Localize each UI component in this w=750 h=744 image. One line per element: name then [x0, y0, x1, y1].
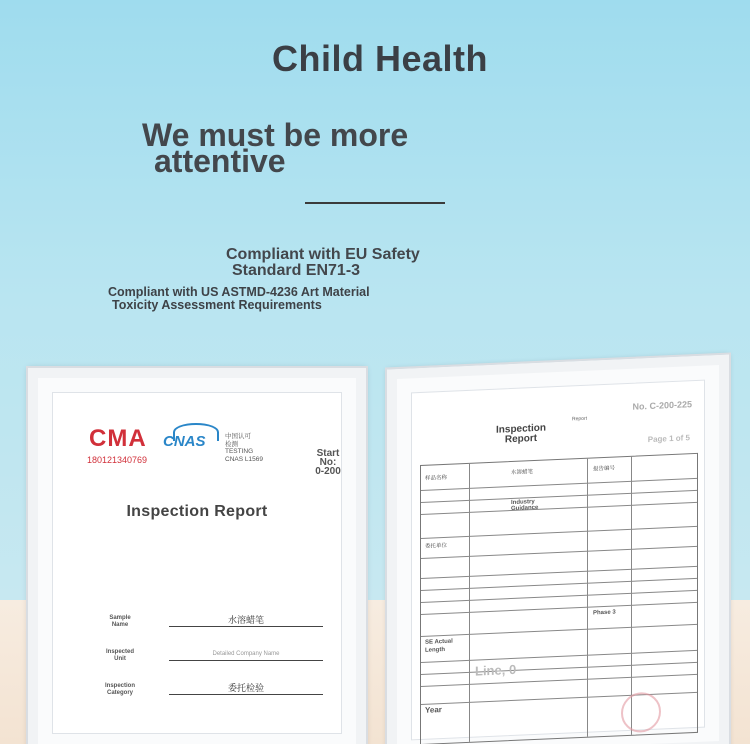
start-no-label: Start No:: [316, 448, 340, 468]
field-value: Detailed Company Name: [169, 647, 323, 661]
cnas-text-line: TESTING: [225, 448, 254, 455]
red-stamp-icon: [621, 692, 661, 734]
table-row: [421, 674, 697, 687]
field-label-line: Sample: [109, 615, 131, 621]
inspection-category-field: [93, 681, 323, 707]
report-cover-page: [52, 392, 342, 734]
table-row: [421, 502, 697, 515]
report-title: Inspection Report: [126, 503, 268, 520]
eu-line-1: Compliant with EU Safety: [226, 246, 420, 263]
line-label: Line, 0: [475, 661, 517, 679]
inspection-report-detail: [387, 355, 729, 744]
start-number: [315, 449, 341, 476]
cnas-text-line: 中国认可: [225, 433, 251, 440]
field-value: 水溶蜡笔: [169, 613, 323, 627]
table-row: [421, 578, 697, 591]
eu-line-2: Standard EN71-3: [232, 262, 361, 279]
report-number: No. C-200-225: [632, 399, 692, 412]
divider: [305, 202, 445, 204]
us-compliance-text: [108, 286, 428, 312]
page-title: Child Health: [271, 38, 488, 79]
industry-label: Industry: [511, 499, 535, 507]
table-col: [469, 464, 470, 742]
us-line-2: Toxicity Assessment Requirements: [112, 298, 322, 312]
table-row: [421, 650, 697, 663]
inspection-report-cover: [28, 368, 366, 744]
table-row: [421, 526, 697, 539]
cma-number: 180121340769: [87, 455, 148, 465]
detail-title-line: Inspection: [496, 422, 547, 436]
length-label: Length: [425, 646, 445, 654]
field-label-line: Category: [106, 690, 133, 696]
table-row: [421, 602, 697, 615]
license-label: 委托单位: [425, 542, 448, 550]
detail-title-line: Report: [504, 432, 538, 446]
start-no-value: 0-200: [315, 466, 341, 477]
report-small-label: Report: [572, 415, 588, 423]
cnas-logo: CNAS: [163, 433, 206, 450]
table-col: [587, 459, 588, 737]
table-row: [421, 566, 697, 579]
cnas-text-line: 检测: [225, 440, 238, 448]
headline-line-2: attentive: [154, 143, 286, 179]
table-row: [421, 662, 697, 675]
sample-name-field: [93, 613, 323, 639]
headline-line-1: We must be more: [142, 117, 409, 153]
cnas-text-line: CNAS L1569: [225, 455, 263, 463]
table-col: [631, 457, 632, 735]
sample-name-value: 水溶蜡笔: [511, 469, 534, 477]
field-label: [93, 649, 147, 663]
table-row: [421, 546, 697, 559]
eu-compliance-text: [226, 247, 486, 279]
se-actual-label: SE Actual: [425, 638, 453, 646]
field-label-line: Name: [111, 622, 129, 628]
inspected-unit-field: [93, 647, 323, 673]
field-label-line: Unit: [114, 656, 126, 662]
field-value: 委托检验: [169, 681, 323, 695]
table-row: [421, 478, 697, 491]
phase-label: Phase 3: [593, 609, 616, 617]
us-line-1: Compliant with US ASTMD-4236 Art Material: [108, 285, 370, 299]
cma-logo: CMA: [89, 425, 147, 452]
detail-title: [496, 424, 546, 446]
headline: [142, 117, 542, 179]
guidance-label: Guidance: [511, 504, 539, 513]
page-indicator: Page 1 of 5: [647, 433, 690, 445]
field-label: [93, 683, 147, 697]
report-detail-page: [411, 380, 705, 741]
inspection-table: [420, 453, 698, 744]
field-label: [93, 615, 147, 629]
year-label: Year: [425, 705, 442, 715]
field-label-line: Inspection: [104, 683, 135, 689]
report-code-label: 报告编号: [593, 465, 616, 473]
table-row: [421, 624, 697, 637]
cnas-text: [225, 433, 263, 463]
sample-name-label: 样品名称: [425, 474, 448, 482]
table-row: [421, 490, 697, 503]
table-row: [421, 590, 697, 603]
field-label-line: Inspected: [105, 649, 134, 655]
